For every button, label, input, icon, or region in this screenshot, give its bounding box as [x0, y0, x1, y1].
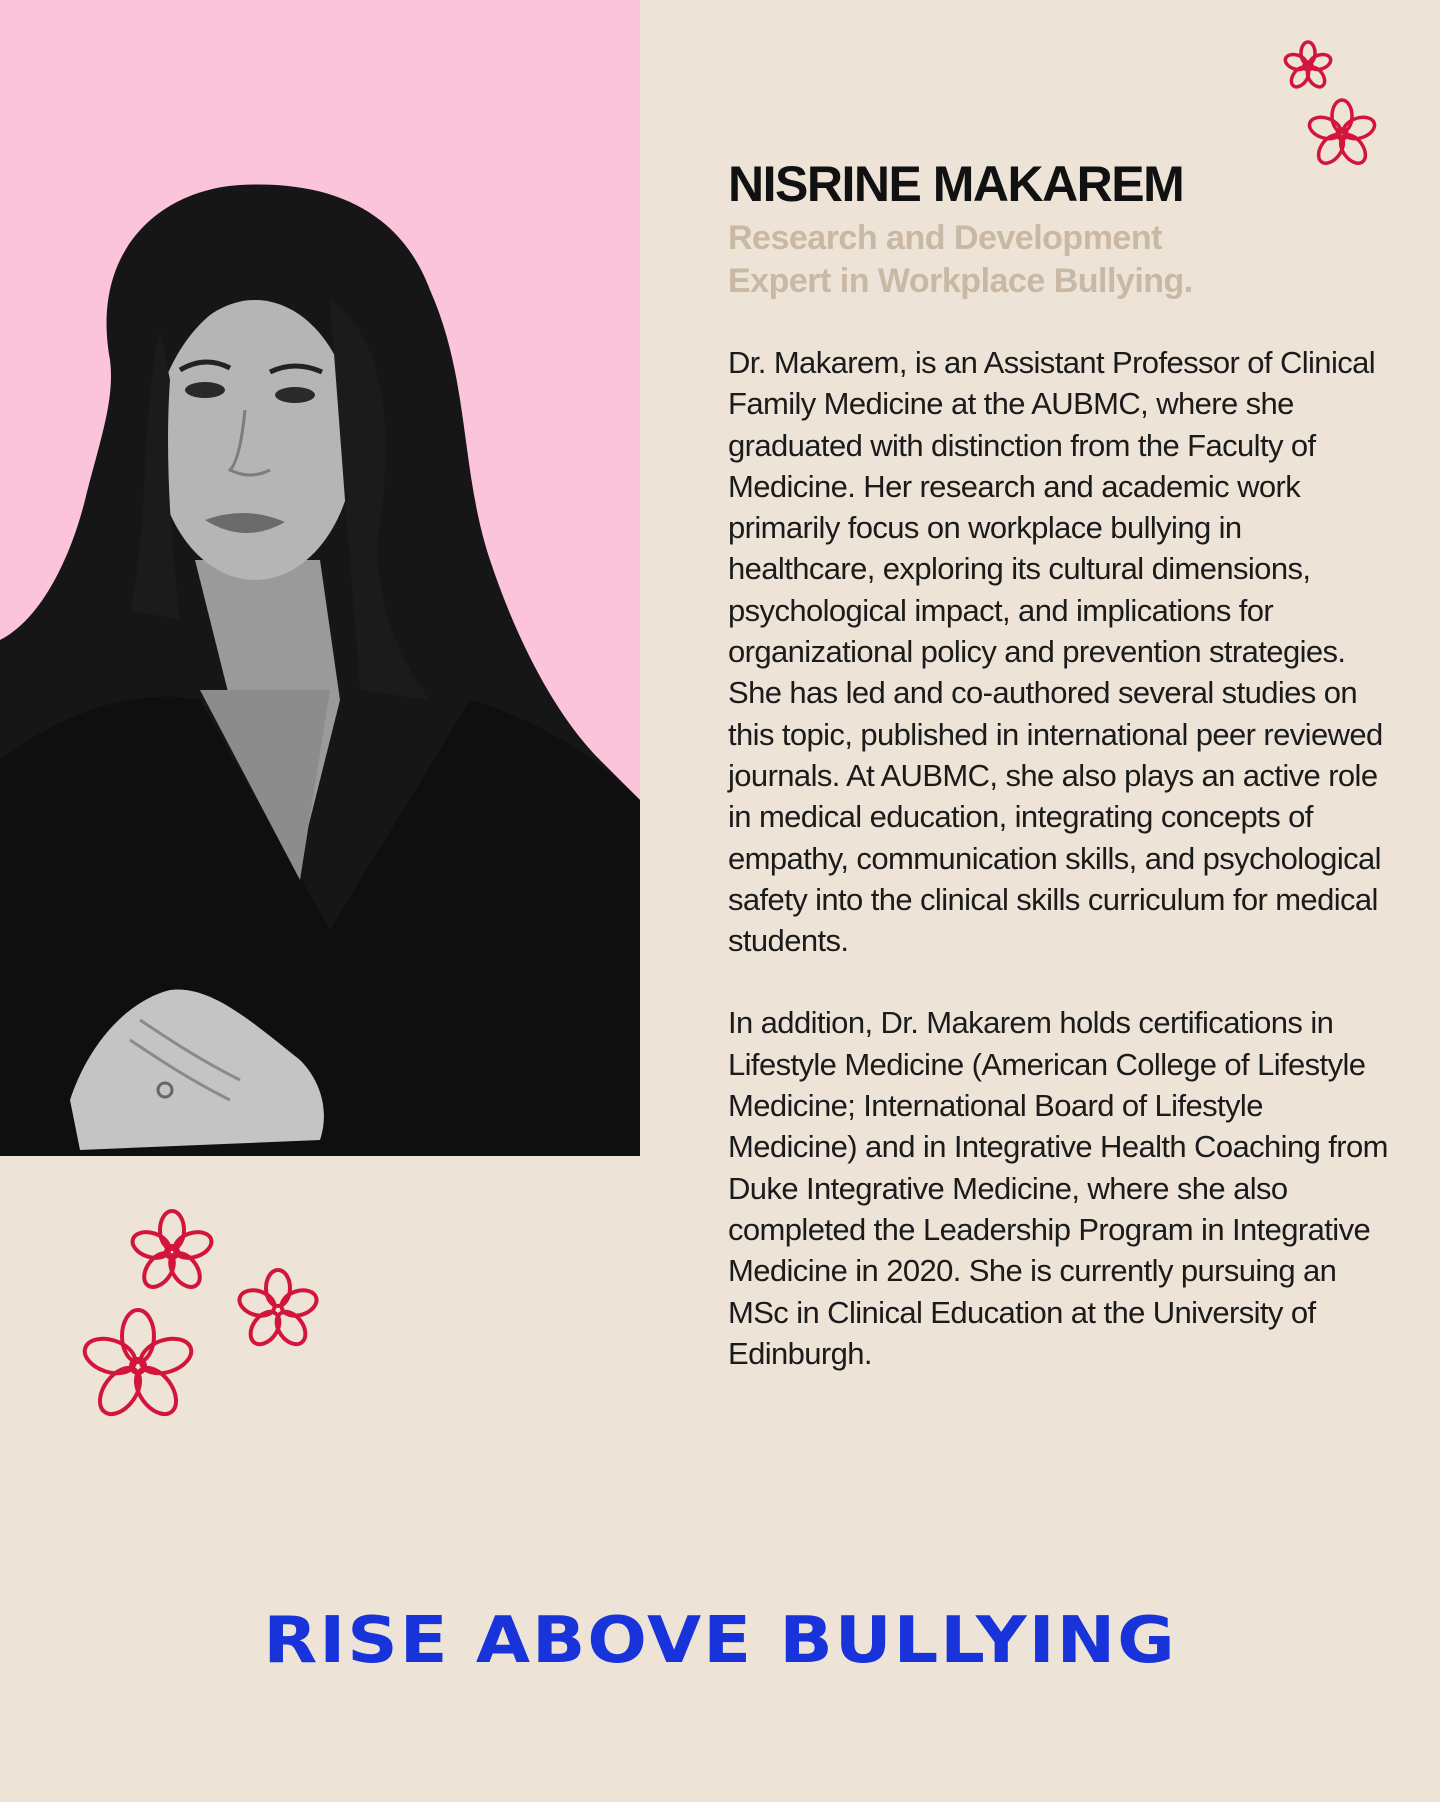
- person-name: NISRINE MAKAREM: [728, 156, 1184, 212]
- bio-paragraph-2: In addition, Dr. Makarem holds certifications in Lifestyle Medicine (American College of Lifestyle Medicine; International Board of Lifestyle Medicine) and in Integrative Health Coaching from Duke Integrative Medicine, where she also completed the Leadership Program in Integrative Medicine in 2020. She is currently pursuing an MSc in Clinical Education at the University of Edinburgh.: [728, 1005, 1388, 1371]
- profile-content: [728, 155, 1388, 1374]
- portrait-photo: [0, 0, 640, 1156]
- person-role: [728, 217, 1388, 303]
- biography: [728, 342, 1388, 1374]
- logo-wordmark: RISE ABOVE BULLYING: [263, 1602, 1177, 1678]
- role-line-1: Research and Development: [728, 219, 1162, 257]
- flower-doodles-bottom: [60, 1200, 340, 1450]
- bio-paragraph-1: Dr. Makarem, is an Assistant Professor of Clinical Family Medicine at the AUBMC, where she graduated with distinction from the Faculty of Medicine. Her research and academic work primarily focus on workplace bullying in healthcare, exploring its cultural dimensions, psychological impact, and implications for organizational policy and prevention strategies. She has led and co-authored several studies on this topic, published in international peer reviewed journals. At AUBMC, she also plays an active role in medical education, integrating concepts of empathy, communication skills, and psychological safety into the clinical skills curriculum for medical students.: [728, 345, 1383, 959]
- campaign-logo: [0, 1595, 1440, 1685]
- portrait-panel: [0, 0, 640, 1156]
- role-line-2: Expert in Workplace Bullying.: [728, 262, 1193, 300]
